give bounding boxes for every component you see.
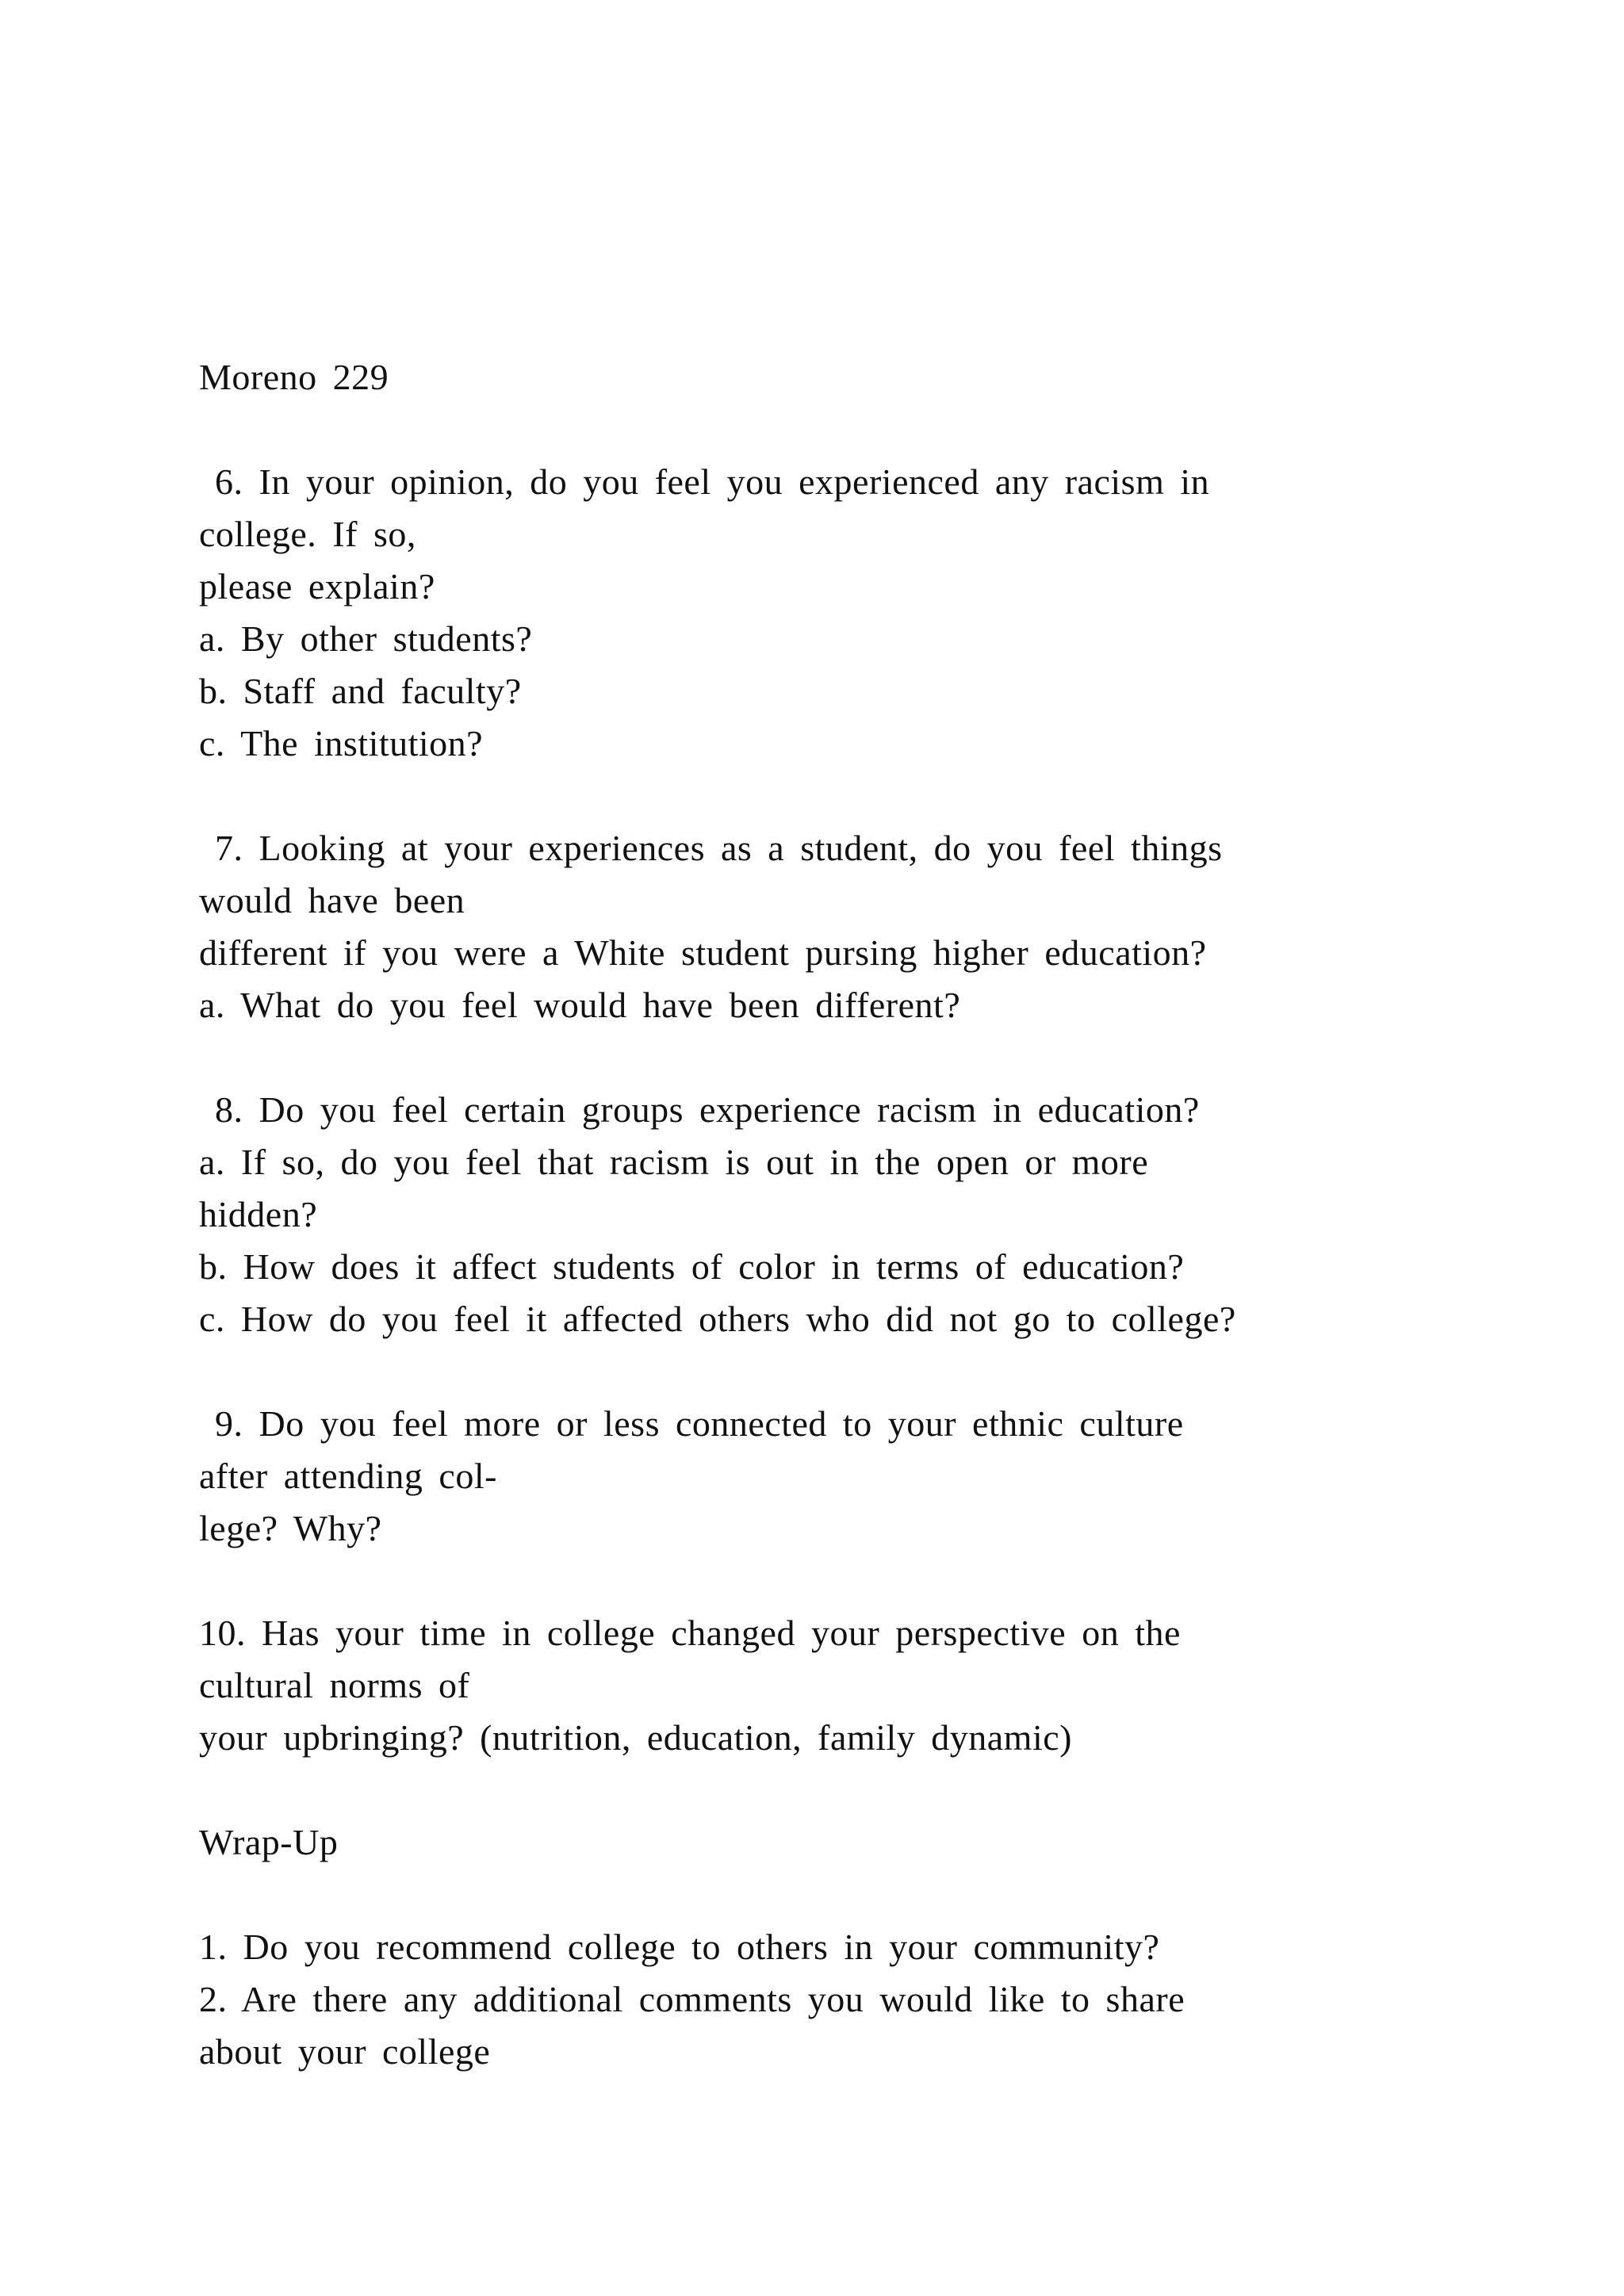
- question-9-line: lege? Why?: [199, 1508, 382, 1548]
- spacer: [199, 1345, 1595, 1398]
- question-8-subitem-a: a. If so, do you feel that racism is out in the open or more: [199, 1142, 1149, 1182]
- question-8-line: 8. Do you feel certain groups experience racism in education?: [199, 1089, 1200, 1130]
- spacer: [199, 404, 1595, 456]
- question-6-line: please explain?: [199, 566, 435, 607]
- question-8-subitem-c: c. How do you feel it affected others who did not go to college?: [199, 1299, 1236, 1339]
- wrap-up-question-2: 2. Are there any additional comments you would like to share: [199, 1979, 1185, 2019]
- document-body: [199, 351, 1595, 2078]
- question-9-line: 9. Do you feel more or less connected to your ethnic culture: [199, 1403, 1184, 1444]
- question-6-subitem-a: a. By other students?: [199, 618, 533, 659]
- question-6-subitem-b: b. Staff and faculty?: [199, 671, 522, 711]
- spacer: [199, 1031, 1595, 1084]
- question-7-line: would have been: [199, 880, 465, 920]
- question-7-line: 7. Looking at your experiences as a student, do you feel things: [199, 828, 1223, 868]
- spacer: [199, 1869, 1595, 1921]
- spacer: [199, 1764, 1595, 1816]
- question-7-line: different if you were a White student pursing higher education?: [199, 932, 1207, 973]
- wrap-up-question-2: about your college: [199, 2031, 491, 2072]
- question-10-line: 10. Has your time in college changed your perspective on the: [199, 1613, 1181, 1653]
- question-10-line: your upbringing? (nutrition, education, family dynamic): [199, 1717, 1072, 1758]
- section-heading-wrap-up: Wrap-Up: [199, 1822, 339, 1862]
- spacer: [199, 770, 1595, 822]
- page-label: Moreno 229: [199, 357, 389, 397]
- question-8-subitem-b: b. How does it affect students of color in terms of education?: [199, 1246, 1185, 1287]
- question-9-line: after attending col-: [199, 1456, 497, 1496]
- question-6-subitem-c: c. The institution?: [199, 723, 484, 763]
- question-10-line: cultural norms of: [199, 1665, 470, 1705]
- question-6-line: 6. In your opinion, do you feel you experienced any racism in: [199, 461, 1210, 502]
- question-6-line: college. If so,: [199, 514, 416, 554]
- question-7-subitem-a: a. What do you feel would have been different?: [199, 985, 961, 1025]
- wrap-up-question-1: 1. Do you recommend college to others in your community?: [199, 1927, 1160, 1967]
- spacer: [199, 1555, 1595, 1607]
- question-8-subitem-a: hidden?: [199, 1194, 318, 1234]
